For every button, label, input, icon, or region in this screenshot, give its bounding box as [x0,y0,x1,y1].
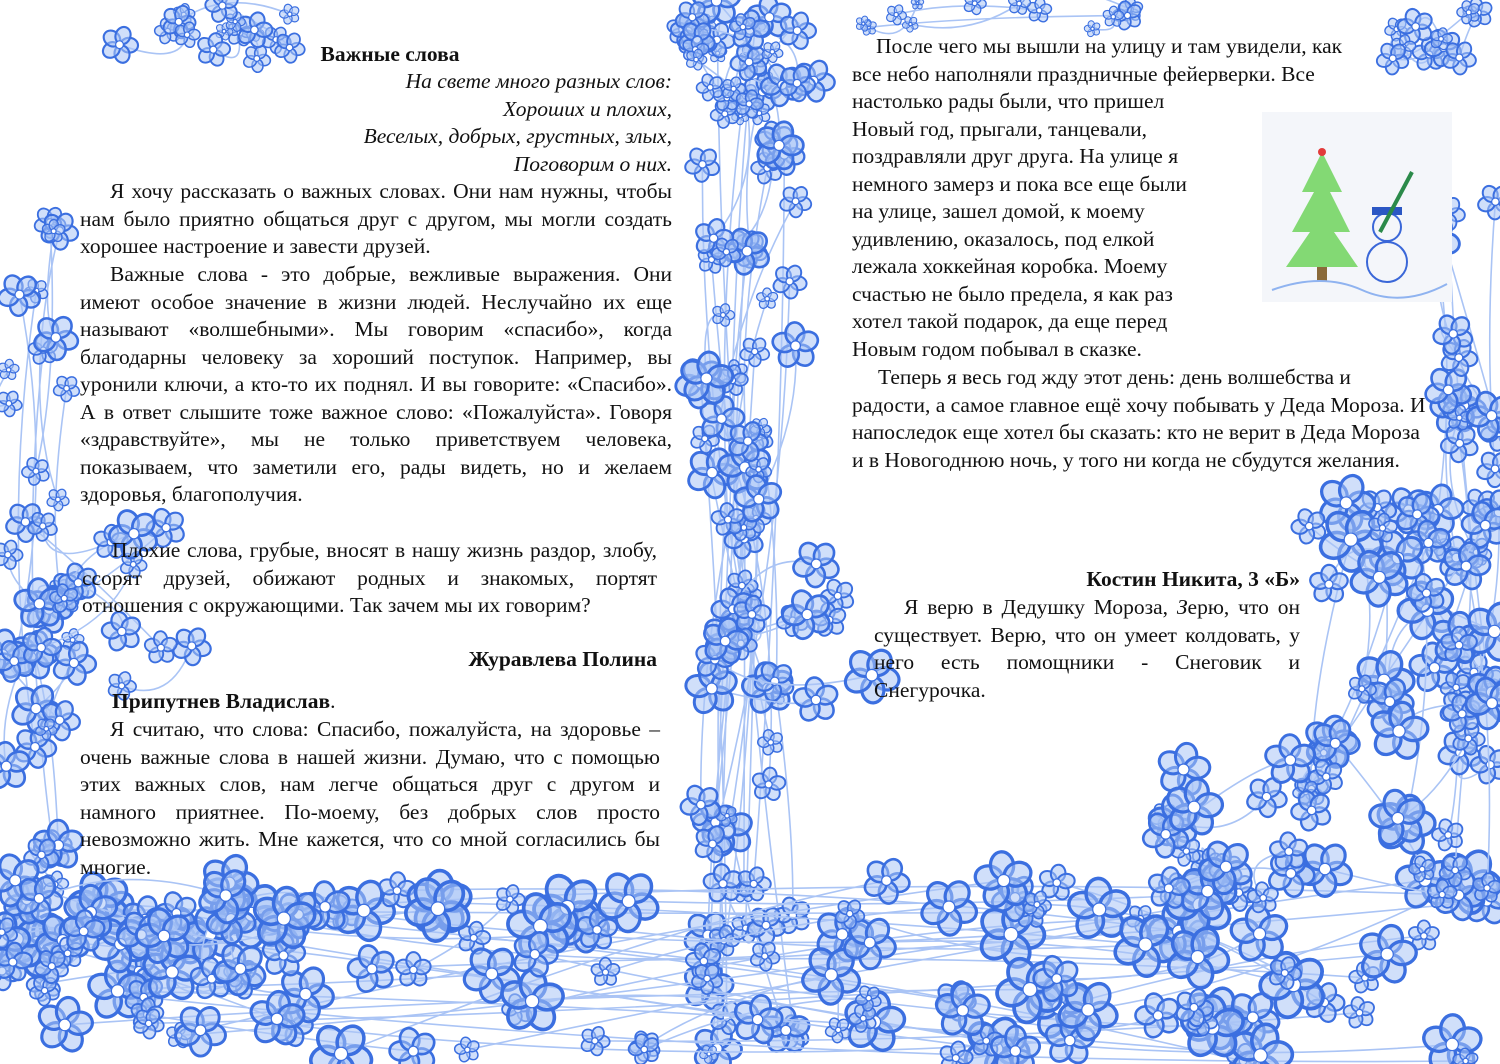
flower-ornament [46,487,70,511]
flower-ornament [173,1003,228,1056]
flower-ornament [911,0,925,10]
flower-ornament [963,0,987,16]
flower-ornament [711,303,735,328]
text-line: Новым годом побывал в сказке. [852,336,1142,361]
flower-ornament [0,272,42,316]
text-line: на улице, зашел домой, к моему [852,199,1145,223]
flower-ornament [684,146,722,183]
flower-ornament [100,25,138,65]
text-line: лежала хоккейная коробка. Моему [852,254,1168,278]
author-dot: . [330,689,336,713]
paragraph: Плохие слова, грубые, вносят в нашу жизнь раздор, злобу, ссорят друзей, обижают родных и знакомых, портят отношения с окружающими. Так зачем мы их говорим? [82,538,657,617]
author-name: Журавлева Полина [468,647,657,671]
paragraph-text: Я верю в Дедушку Мороза, [904,595,1177,619]
flower-ornament [1432,818,1465,852]
text-line: счастью не было предела, я как раз [852,281,1173,306]
flower-ornament [454,1036,481,1063]
flower-ornament [739,336,771,367]
author-name: Припутнев Владислав [112,689,331,713]
flower-ornament [862,856,911,905]
poem-line: Веселых, добрых, грустных, злых, [363,124,672,148]
flower-ornament [579,1025,610,1057]
paragraph-text: ерю, что он существует. Верю, что он умеет колдовать, у него есть помощники - Снеговик и Снегурочка. [874,595,1300,702]
paragraph: Я считаю, что слова: Спасибо, пожалуйста, на здоровье – очень важные слова в нашей жизни. Думаю, что с помощью этих важных слов, нам легче общаться друг с другом и намного приятнее. По-моему, без добрых слов просто невозможно жить. Мне кажется, что со мной согласились бы многие. [80,717,660,879]
flower-ornament [1135,991,1181,1040]
flower-ornament [750,767,786,803]
flower-ornament [938,1040,973,1064]
paragraph: Важные слова - это добрые, вежливые выражения. Они имеют особое значение в жизни людей. Неслучайно их еще называют «волшебными». Мы говорим «спасибо», когда благодарны человеку за хороший поступок. Например, вы уронили ключи, а кто-то их поднял. И вы говорите: «Спасибо». А в ответ слышите тоже важное слово: «Пожалуйста». Говоря «здравствуйте», мы не только приветствуем человека, показываем, что заметили его, рады видеть, но и желаем здоровья, благополучия. [80,262,672,506]
text-line: немного замерз и пока все еще были [852,171,1187,196]
text-line: После чего мы вышли на улицу и там увидели, как [876,34,1343,58]
flower-ornament [1343,996,1376,1030]
flower-ornament [0,359,20,381]
flower-ornament [590,958,621,988]
flower-ornament [52,374,81,402]
flower-ornament [771,322,821,370]
flower-ornament [279,3,300,25]
paragraph: Я хочу рассказать о важных словах. Они нам нужны, чтобы нам было приятно общаться друг с другом, мы могли создать хорошее настроение и завести друзей. [80,179,672,258]
text-line: удивлению, оказалось, под елкой [852,226,1155,251]
paragraph: Теперь я весь год жду этот день: день волшебства и радости, а самое главное ещё хочу побывать у Деда Мороза. И напоследок еще хотел бы сказать: кто не верит в Деда Мороза и в Новогоднюю ночь, у того ни когда не сбудутся желания. [852,365,1426,472]
text-line: Новый год, прыгали, танцевали, [852,116,1148,141]
paragraph-text-italic: З [1176,595,1188,619]
poem-line: На свете много разных слов: [405,69,672,93]
flower-ornament [0,389,23,417]
flower-ornament [1308,565,1350,605]
flower-ornament [792,677,840,724]
text-line: настолько рады были, что пришел [852,89,1165,113]
paragraph [874,594,1300,704]
article-title: Важные слова [320,42,460,66]
text-line: хотел такой подарок, да еще перед [852,309,1168,333]
author-line [112,688,512,716]
flower-ornament [394,952,432,988]
text-line: все небо наполняли праздничные фейерверки. Все [852,61,1315,86]
flower-ornament [1476,183,1500,220]
poem-line: Поговорим о них. [513,151,672,176]
story-continuation [852,33,1452,363]
poem [280,68,672,178]
poem-line: Хороших и плохих, [503,96,672,121]
text-line: поздравляли друг друга. На улице я [852,144,1179,168]
author-name: Костин Никита, 3 «Б» [1086,567,1300,591]
flower-ornament [1475,450,1500,488]
flower-ornament [758,728,785,756]
